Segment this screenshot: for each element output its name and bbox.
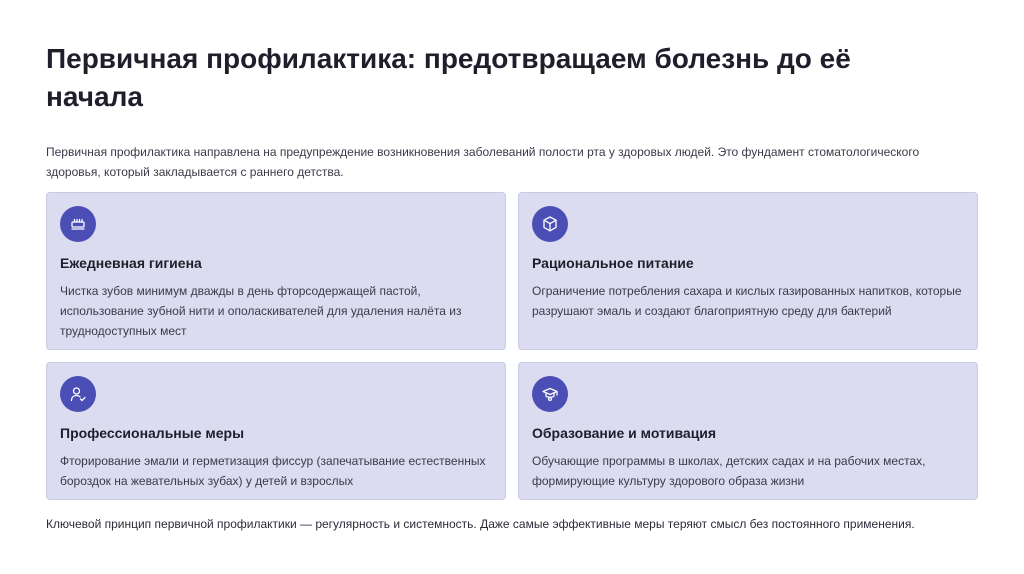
toothbrush-icon xyxy=(60,206,96,242)
card-daily-hygiene xyxy=(46,192,506,350)
intro-text: Первичная профилактика направлена на предупреждение возникновения заболеваний полости рта у здоровых людей. Это фундамент стоматологического здоровья, который закладывается с раннего детства. xyxy=(46,145,920,179)
footer-note: Ключевой принцип первичной профилактики — регулярность и системность. Даже самые эффективные меры теряют смысл без постоянного применения. xyxy=(46,517,915,531)
card-text: Чистка зубов минимум дважды в день фторсодержащей пастой, использование зубной нити и ополаскивателей для удаления налёта из труднодоступных мест xyxy=(60,284,462,338)
card-title: Образование и мотивация xyxy=(532,425,717,441)
card-title: Рациональное питание xyxy=(532,255,694,271)
page-title: Первичная профилактика: предотвращаем болезнь до её начала xyxy=(46,43,851,112)
card-title: Профессиональные меры xyxy=(60,425,245,441)
user-check-icon xyxy=(60,376,96,412)
cube-icon xyxy=(532,206,568,242)
card-text: Фторирование эмали и герметизация фиссур (запечатывание естественных бороздок на жевательных зубах) у детей и взрослых xyxy=(60,454,486,488)
card-text: Обучающие программы в школах, детских садах и на рабочих местах, формирующие культуру здорового образа жизни xyxy=(532,454,926,488)
graduation-cap-icon xyxy=(532,376,568,412)
card-rational-nutrition xyxy=(518,192,978,350)
card-professional-measures xyxy=(46,362,506,500)
card-title: Ежедневная гигиена xyxy=(60,255,202,271)
card-education-motivation xyxy=(518,362,978,500)
card-text: Ограничение потребления сахара и кислых газированных напитков, которые разрушают эмаль и создают благоприятную среду для бактерий xyxy=(532,284,962,318)
